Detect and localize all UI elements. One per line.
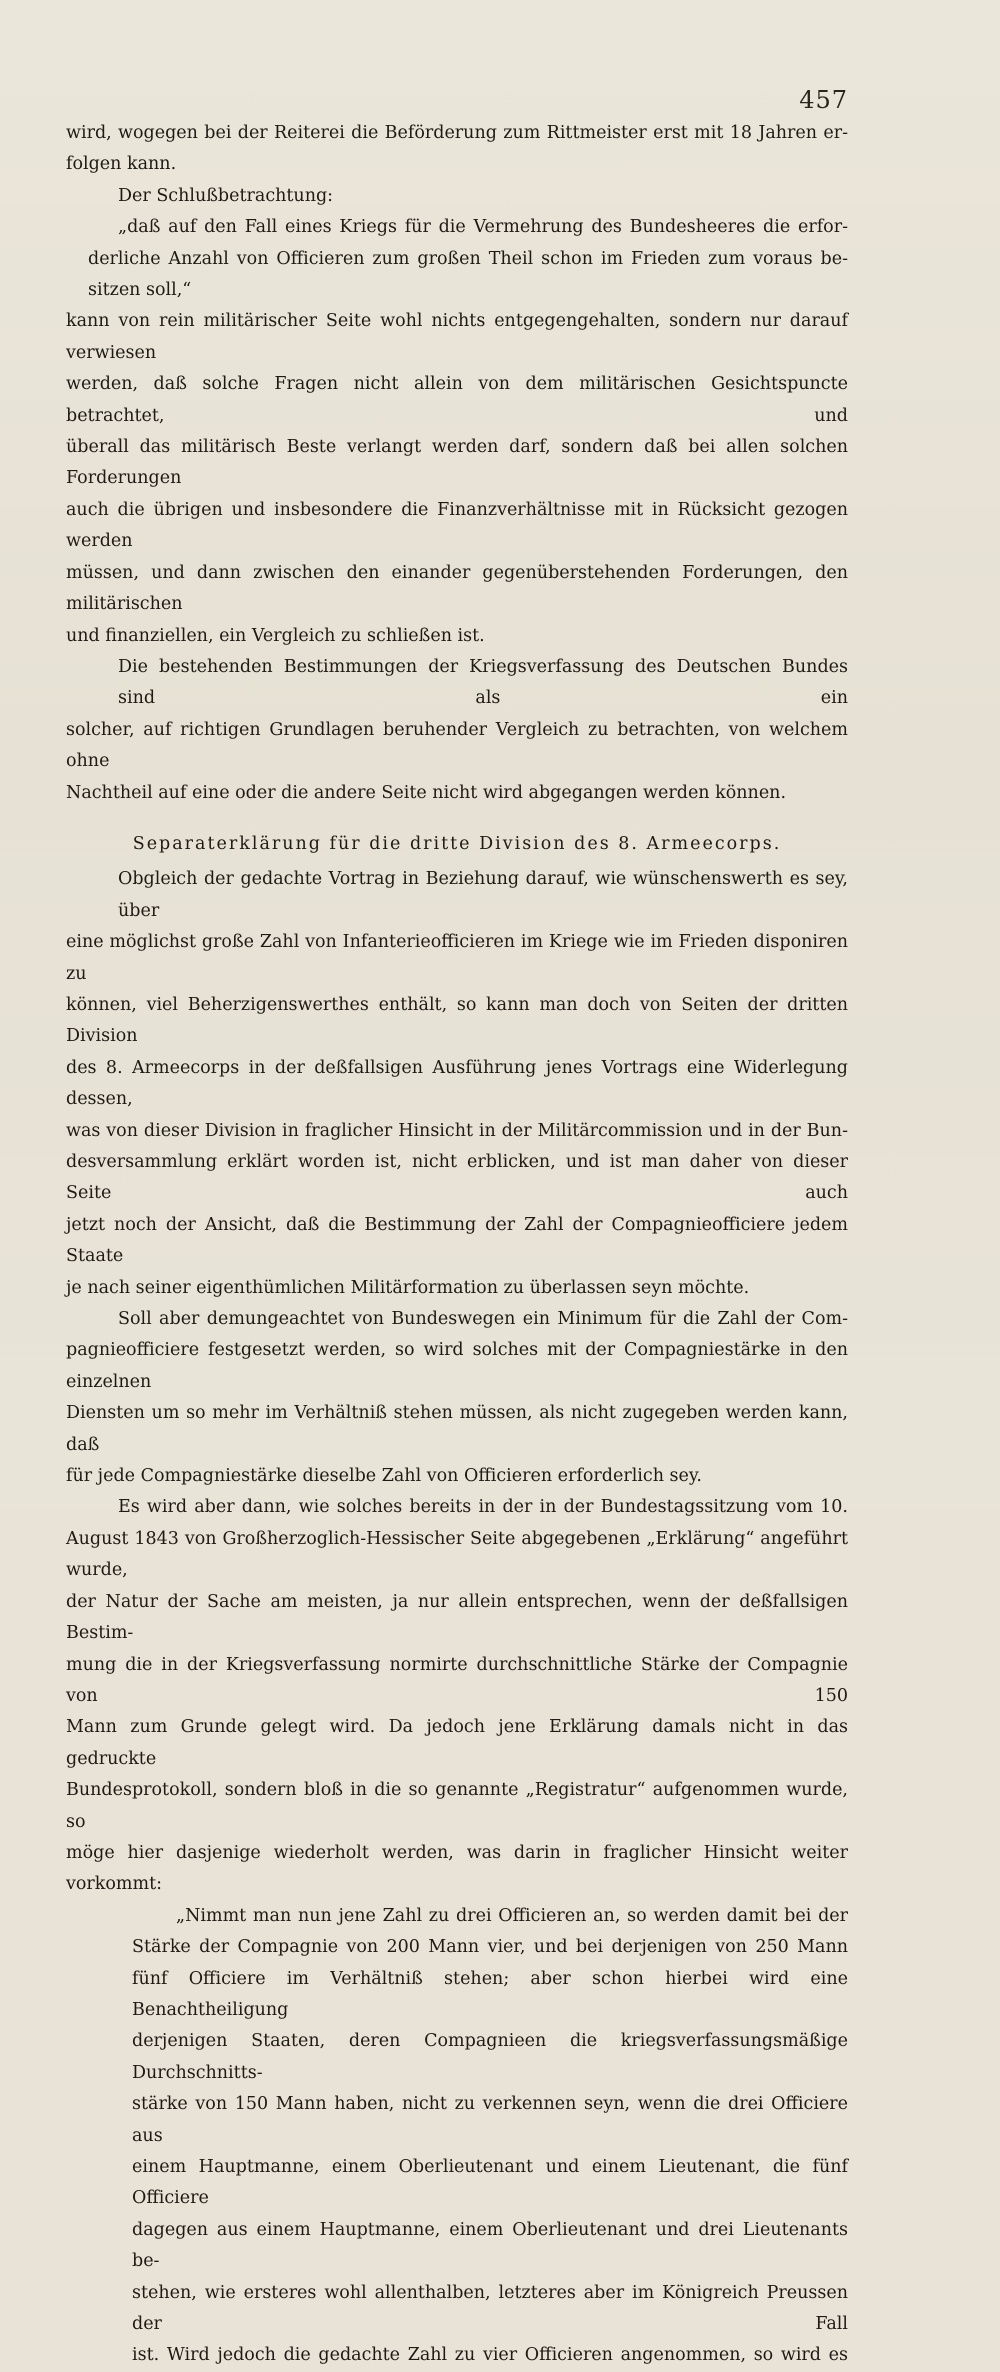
text-line: der Natur der Sache am meisten, ja nur allein entsprechen, wenn der deßfallsigen Bestim- [66, 1591, 848, 1644]
text-line: möge hier dasjenige wiederholt werden, was darin in fraglicher Hinsicht weiter vorkommt: [66, 1842, 848, 1895]
paragraph-8 [66, 1492, 848, 1900]
paragraph-6 [66, 864, 848, 1304]
text-line: Es wird aber dann, wie solches bereits in der in der Bundestagssitzung vom 10. [118, 1497, 848, 1518]
text-line: Soll aber demungeachtet von Bundeswegen ein Minimum für die Zahl der Com- [118, 1309, 848, 1330]
paragraph-2 [66, 181, 848, 212]
text-line: August 1843 von Großherzoglich-Hessischer Seite abgegebenen „Erklärung“ angeführt wurde, [66, 1528, 848, 1581]
quoted-declaration [66, 1901, 848, 2372]
page-number: 457 [799, 86, 848, 114]
text-line: Der Schlußbetrachtung: [118, 185, 334, 206]
text-line: je nach seiner eigenthümlichen Militärformation zu überlassen seyn möchte. [66, 1277, 750, 1298]
text-line: dagegen aus einem Hauptmanne, einem Oberlieutenant und drei Lieutenants be- [132, 2219, 848, 2272]
text-line: des 8. Armeecorps in der deßfallsigen Ausführung jenes Vortrags eine Widerlegung dessen, [66, 1057, 848, 1110]
text-line: für jede Compagniestärke dieselbe Zahl von Officieren erforderlich sey. [66, 1466, 702, 1487]
text-line: eine möglichst große Zahl von Infanterieofficieren im Kriege wie im Frieden disponiren zu [66, 932, 848, 984]
text-line: stehen, wie ersteres wohl allenthalben, letzteres aber im Königreich Preussen der Fall [132, 2282, 848, 2335]
text-line: werden, daß solche Fragen nicht allein von dem militärischen Gesichtspuncte betrachtet, und [66, 374, 848, 426]
text-line: Stärke der Compagnie von 200 Mann vier, und bei derjenigen von 250 Mann [132, 1937, 848, 1958]
text-line: was von dieser Division in fraglicher Hinsicht in der Militärcommission und in der Bun- [66, 1120, 848, 1141]
text-line: derjenigen Staaten, deren Compagnieen die kriegsverfassungsmäßige Durchschnitts- [132, 2031, 848, 2083]
text-line: wird, wogegen bei der Reiterei die Beförderung zum Rittmeister erst mit 18 Jahren er- [66, 123, 848, 143]
text-line: auch die übrigen und insbesondere die Finanzverhältnisse mit in Rücksicht gezogen werden [66, 499, 848, 552]
text-line: „daß auf den Fall eines Kriegs für die Vermehrung des Bundesheeres die erfor- [118, 217, 848, 238]
text-line: Die bestehenden Bestimmungen der Kriegsverfassung des Deutschen Bundes sind als ein [118, 656, 848, 709]
text-line: ist. Wird jedoch die gedachte Zahl zu vier Officieren angenommen, so wird es [132, 2345, 848, 2366]
text-line: desversammlung erklärt worden ist, nicht erblicken, und ist man daher von dieser Seite auch [66, 1152, 848, 1204]
text-line: kann von rein militärischer Seite wohl nichts entgegengehalten, sondern nur darauf verwiesen [66, 311, 848, 363]
text-line: Diensten um so mehr im Verhältniß stehen müssen, als nicht zugegeben werden kann, daß [66, 1403, 848, 1455]
text-line: „Nimmt man nun jene Zahl zu drei Officieren an, so werden damit bei der [176, 1905, 848, 1926]
text-line: stärke von 150 Mann haben, nicht zu verkennen seyn, wenn die drei Officiere aus [132, 2094, 848, 2146]
text-line: jetzt noch der Ansicht, daß die Bestimmung der Zahl der Compagnieofficiere jedem Staate [66, 1214, 848, 1267]
text-line: Nachtheil auf eine oder die andere Seite nicht wird abgegangen werden können. [66, 782, 787, 803]
text-line: sitzen soll,“ [88, 280, 192, 301]
text-line: Obgleich der gedachte Vortrag in Beziehung darauf, wie wünschenswerth es sey, über [118, 869, 848, 921]
paragraph-1 [66, 118, 848, 181]
text-line: einem Hauptmanne, einem Oberlieutenant und einem Lieutenant, die fünf Officiere [132, 2157, 848, 2209]
text-line: mung die in der Kriegsverfassung normirte durchschnittliche Stärke der Compagnie von 150 [66, 1654, 848, 1706]
section-heading: Separaterklärung für die dritte Division des 8. Armeecorps. [132, 833, 782, 854]
paragraph-7 [66, 1304, 848, 1492]
text-line: Bundesprotokoll, sondern bloß in die so genannte „Registratur“ aufgenommen wurde, so [66, 1780, 848, 1832]
paragraph-5 [66, 652, 848, 809]
text-line: folgen kann. [66, 154, 177, 175]
quoted-conclusion [66, 212, 848, 306]
text-line: fünf Officiere im Verhältniß stehen; aber schon hierbei wird eine Benachtheiligung [132, 1968, 848, 2020]
text-line: müssen, und dann zwischen den einander gegenüberstehenden Forderungen, den militärischen [66, 562, 848, 615]
text-line: überall das militärisch Beste verlangt werden darf, sondern daß bei allen solchen Forderungen [66, 437, 848, 489]
text-line: können, viel Beherzigenswerthes enthält, so kann man doch von Seiten der dritten Division [66, 994, 848, 1047]
text-line: solcher, auf richtigen Grundlagen beruhender Vergleich zu betrachten, von welchem ohne [66, 719, 848, 772]
body-text [66, 118, 848, 2372]
text-line: und finanziellen, ein Vergleich zu schließen ist. [66, 625, 485, 646]
text-line: derliche Anzahl von Officieren zum großen Theil schon im Frieden zum voraus be- [88, 248, 848, 269]
paragraph-4 [66, 306, 848, 651]
text-line: Mann zum Grunde gelegt wird. Da jedoch jene Erklärung damals nicht in das gedruckte [66, 1717, 848, 1769]
text-line: pagnieofficiere festgesetzt werden, so wird solches mit der Compagniestärke in den einzelnen [66, 1340, 848, 1392]
